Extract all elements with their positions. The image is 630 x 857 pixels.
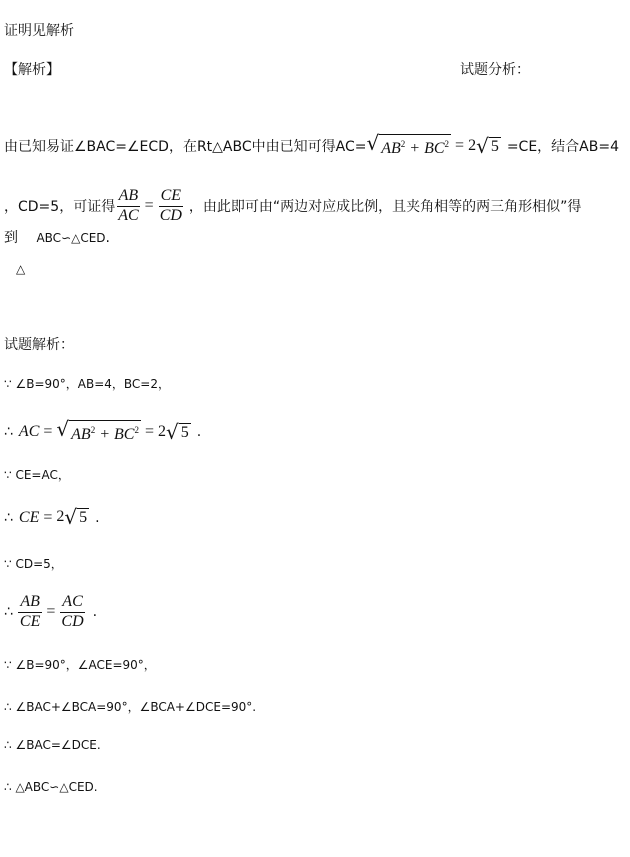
analysis-title: 试题分析： — [460, 62, 530, 78]
frac-num-ab-2: AB — [18, 594, 42, 613]
solution-line-2 — [4, 417, 202, 444]
equals-sign-5: = — [43, 508, 53, 526]
analysis-text-2a: ，CD=5，可证得 — [4, 199, 116, 216]
fraction-ce-cd — [158, 188, 184, 225]
equals-sign-2: = — [144, 197, 154, 215]
lhs-ce: CE — [18, 508, 40, 526]
analysis-line-1 — [4, 131, 619, 158]
solution-line-8: ∴ ∠BAC+∠BCA=90°，∠BCA+∠DCE=90°. — [4, 700, 257, 714]
therefore-symbol-2: ∴ — [4, 509, 13, 526]
two-root-five-3: 2 √ 5 — [56, 505, 88, 529]
solution-line-4-tail: . — [95, 509, 100, 526]
analysis-label: 【解析】 — [4, 62, 60, 78]
analysis-text-1b: =CE，结合AB=4 — [506, 139, 619, 155]
solution-line-3: ∵ CE=AC， — [4, 468, 70, 482]
solution-line-4 — [4, 505, 100, 529]
lhs-ac: AC — [18, 423, 40, 440]
fraction-ab-ce — [18, 594, 42, 631]
solution-line-10: ∴ △ABC∽△CED. — [4, 780, 98, 794]
solution-line-6-tail: . — [92, 604, 98, 621]
frac-num-ab: AB — [117, 188, 141, 207]
radical-sign: √ — [366, 131, 380, 155]
therefore-symbol-3: ∴ — [4, 604, 13, 621]
two-root-five-2: 2 √ 5 — [157, 419, 189, 444]
fraction-ab-ac — [116, 188, 140, 225]
sqrt-expression-2: √ $AB^2 + BC^2$ — [56, 417, 139, 443]
frac-den-cd: CD — [159, 206, 182, 224]
frac-num-ce: CE — [159, 188, 183, 207]
equals-sign-4: = — [144, 423, 154, 440]
stray-triangle: △ — [16, 262, 26, 276]
radicand: $AB^2 + BC^2$ — [379, 134, 451, 158]
solution-line-2-tail: . — [196, 424, 202, 440]
analysis-line-3 — [4, 227, 110, 247]
sqrt-expression — [366, 131, 451, 158]
fraction-ac-cd — [59, 594, 85, 631]
frac-den-ce: CE — [19, 612, 41, 630]
analysis-text-3c: . — [105, 230, 110, 246]
equals-sign: = — [455, 137, 465, 154]
two-root-five: 2 √ 5 — [468, 133, 499, 158]
solution-line-1: ∵ ∠B=90°，AB=4，BC=2， — [4, 377, 170, 391]
analysis-text-2b: ，由此即可由“两边对应成比例，且夹角相等的两三角形相似”得 — [188, 199, 582, 216]
solution-line-5: ∵ CD=5， — [4, 557, 63, 571]
analysis-line-2 — [4, 188, 581, 225]
solution-line-6 — [4, 594, 97, 631]
analysis-text-1a: 由已知易证∠BAC=∠ECD，在Rt△ABC中由已知可得AC= — [4, 139, 367, 155]
therefore-symbol: ∴ — [4, 424, 13, 440]
frac-den-ac: AC — [118, 206, 139, 224]
analysis-text-3b: ABC∽△CED — [36, 231, 106, 245]
frac-den-cd-2: CD — [61, 612, 84, 630]
solution-line-7: ∵ ∠B=90°，∠ACE=90°， — [4, 658, 156, 672]
frac-num-ac: AC — [60, 594, 84, 613]
analysis-text-3a: 到 — [4, 230, 18, 246]
solution-title: 试题解析： — [4, 337, 74, 353]
equals-sign-3: = — [43, 423, 53, 440]
solution-line-9: ∴ ∠BAC=∠DCE. — [4, 738, 101, 752]
equals-sign-6: = — [46, 603, 56, 621]
answer-note: 证明见解析 — [4, 23, 74, 39]
